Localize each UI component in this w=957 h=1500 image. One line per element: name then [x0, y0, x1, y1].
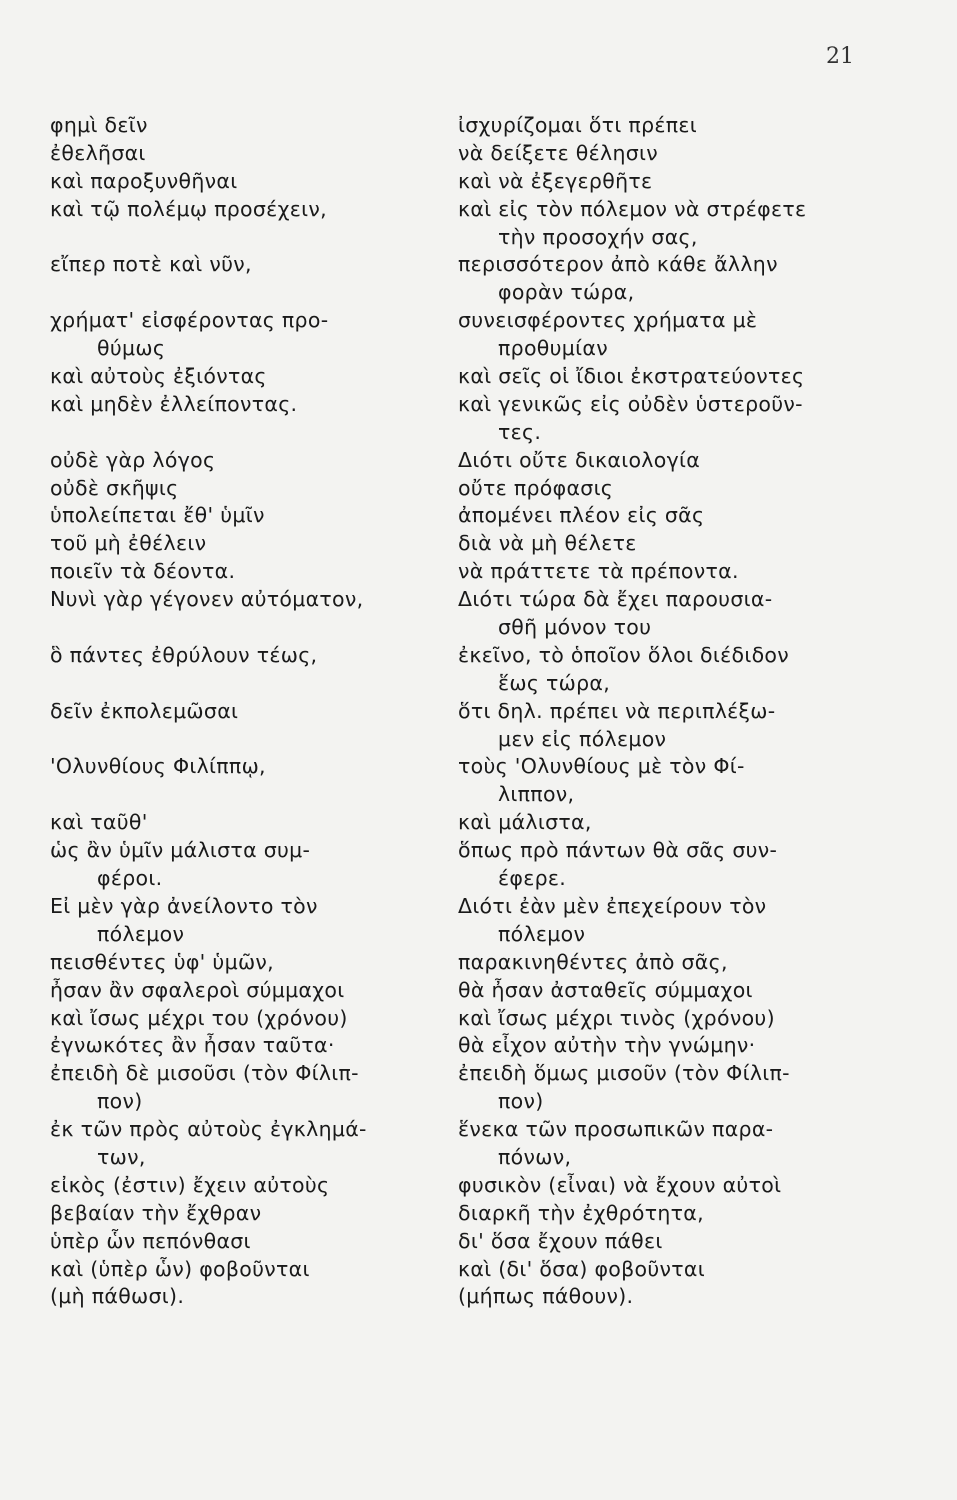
greek-line: πεισθέντες ὑφ' ὑμῶν, — [50, 949, 274, 974]
greek-line: καὶ τῷ πολέμῳ προσέχειν, — [50, 196, 327, 221]
greek-line: ἦσαν ἂν σφαλεροὶ σύμμαχοι — [50, 977, 345, 1002]
translation-line: καὶ σεῖς οἱ ἴδιοι ἐκστρατεύοντες — [458, 364, 805, 389]
translation-line: πόνων, — [498, 1144, 572, 1169]
greek-line: ὃ πάντες ἐθρύλουν τέως, — [50, 642, 318, 667]
greek-line: των, — [97, 1144, 146, 1169]
translation-line: τες. — [498, 419, 542, 444]
translation-line: διὰ νὰ μὴ θέλετε — [458, 531, 637, 556]
translation-line: προθυμίαν — [498, 336, 608, 361]
greek-line: φέροι. — [97, 866, 163, 891]
greek-line: εἰκὸς (ἐστιν) ἔχειν αὐτοὺς — [50, 1172, 330, 1197]
greek-text-column — [50, 112, 450, 1311]
translation-line: φυσικὸν (εἶναι) νὰ ἔχουν αὐτοὶ — [458, 1172, 782, 1197]
translation-line: ἕως τώρα, — [498, 670, 611, 695]
translation-line: σθῆ μόνον του — [498, 615, 652, 640]
greek-line: οὐδὲ γὰρ λόγος — [50, 447, 216, 472]
greek-line: 'Ολυνθίους Φιλίππῳ, — [50, 754, 266, 779]
translation-line: θὰ ἦσαν ἀσταθεῖς σύμμαχοι — [458, 977, 753, 1002]
greek-line: χρήματ' εἰσφέροντας προ- — [50, 308, 329, 333]
translation-line: καὶ νὰ ἐξεγερθῆτε — [458, 168, 653, 193]
translation-line: λιππον, — [498, 782, 575, 807]
translation-line: παρακινηθέντες ἀπὸ σᾶς, — [458, 949, 728, 974]
greek-line: καὶ μηδὲν ἐλλείποντας. — [50, 391, 298, 416]
translation-line: οὔτε πρόφασις — [458, 475, 614, 500]
greek-line: δεῖν ἐκπολεμῶσαι — [50, 698, 239, 723]
translation-line: Διότι οὔτε δικαιολογία — [458, 447, 701, 472]
greek-line: εἴπερ ποτὲ καὶ νῦν, — [50, 252, 252, 277]
translation-column — [458, 112, 898, 1311]
greek-line: ἐγνωκότες ἂν ἦσαν ταῦτα· — [50, 1033, 335, 1058]
translation-line: ἰσχυρίζομαι ὅτι πρέπει — [458, 113, 698, 137]
translation-line: νὰ δείξετε θέλησιν — [458, 140, 659, 165]
greek-line: πόλεμον — [97, 921, 185, 946]
translation-line: καὶ ἴσως μέχρι τινὸς (χρόνου) — [458, 1005, 775, 1030]
translation-line: συνεισφέροντες χρήματα μὲ — [458, 308, 758, 333]
translation-line: έφερε. — [498, 866, 567, 891]
greek-line: ὑπὲρ ὧν πεπόνθασι — [50, 1228, 251, 1253]
translation-line: μεν εἰς πόλεμον — [498, 726, 667, 751]
greek-line: καὶ αὐτοὺς ἐξιόντας — [50, 364, 267, 389]
translation-line: ἐπειδὴ ὅμως μισοῦν (τὸν Φίλιπ- — [458, 1061, 790, 1086]
translation-line: καὶ εἰς τὸν πόλεμον νὰ στρέφετε — [458, 196, 807, 221]
translation-line: τὴν προσοχήν σας, — [498, 224, 698, 249]
greek-line: θύμως — [97, 336, 166, 361]
translation-line: ἐκεῖνο, τὸ ὁποῖον ὅλοι διέδιδον — [458, 642, 790, 667]
greek-line: οὐδὲ σκῆψις — [50, 475, 179, 500]
greek-line: ὑπολείπεται ἔθ' ὑμῖν — [50, 503, 265, 528]
greek-line: ἐπειδὴ δὲ μισοῦσι (τὸν Φίλιπ- — [50, 1061, 359, 1086]
page-number: 21 — [826, 44, 854, 69]
greek-line: Εἰ μὲν γὰρ ἀνείλοντο τὸν — [50, 893, 318, 918]
translation-line: νὰ πράττετε τὰ πρέποντα. — [458, 559, 739, 584]
translation-line: καὶ γενικῶς εἰς οὐδὲν ὑστεροῦν- — [458, 391, 803, 416]
greek-line: φημὶ δεῖν — [50, 113, 148, 137]
greek-line: καὶ παροξυνθῆναι — [50, 168, 238, 193]
greek-line: καὶ ταῦθ' — [50, 810, 148, 835]
greek-line: καὶ (ὑπὲρ ὧν) φοβοῦνται — [50, 1256, 310, 1281]
translation-line: Διότι τώρα δὰ ἔχει παρουσια- — [458, 587, 773, 612]
translation-line: Διότι ἐὰν μὲν ἐπεχείρουν τὸν — [458, 893, 767, 918]
translation-line: πόλεμον — [498, 921, 586, 946]
translation-line: ὅτι δηλ. πρέπει νὰ περιπλέξω- — [458, 698, 776, 723]
greek-line: πον) — [97, 1089, 143, 1114]
translation-line: καὶ μάλιστα, — [458, 810, 592, 835]
translation-line: περισσότερον ἀπὸ κάθε ἄλλην — [458, 252, 778, 277]
greek-line: ποιεῖν τὰ δέοντα. — [50, 559, 236, 584]
greek-line: καὶ ἴσως μέχρι του (χρόνου) — [50, 1005, 348, 1030]
greek-line: τοῦ μὴ ἐθέλειν — [50, 531, 207, 556]
translation-line: δι' ὅσα ἔχουν πάθει — [458, 1228, 663, 1253]
translation-line: θὰ εἶχον αὐτὴν τὴν γνώμην· — [458, 1033, 756, 1058]
greek-line: ἐθελῆσαι — [50, 140, 146, 165]
translation-line: ἕνεκα τῶν προσωπικῶν παρα- — [458, 1117, 774, 1142]
translation-line: φορὰν τώρα, — [498, 280, 635, 305]
greek-line: βεβαίαν τὴν ἔχθραν — [50, 1200, 262, 1225]
greek-line: Νυνὶ γὰρ γέγονεν αὐτόματον, — [50, 587, 364, 612]
greek-line: ἐκ τῶν πρὸς αὐτοὺς ἐγκλημά- — [50, 1117, 367, 1142]
translation-line: (μήπως πάθουν). — [458, 1284, 634, 1309]
translation-line: διαρκῆ τὴν ἐχθρότητα, — [458, 1200, 704, 1225]
translation-line: ὅπως πρὸ πάντων θὰ σᾶς συν- — [458, 838, 778, 863]
translation-line: πον) — [498, 1089, 544, 1114]
translation-line: ἀπομένει πλέον εἰς σᾶς — [458, 503, 705, 528]
translation-line: καὶ (δι' ὅσα) φοβοῦνται — [458, 1256, 705, 1281]
greek-line: (μὴ πάθωσι). — [50, 1284, 185, 1309]
greek-line: ὡς ἂν ὑμῖν μάλιστα συμ- — [50, 838, 311, 863]
translation-line: τοὺς 'Ολυνθίους μὲ τὸν Φί- — [458, 754, 745, 779]
